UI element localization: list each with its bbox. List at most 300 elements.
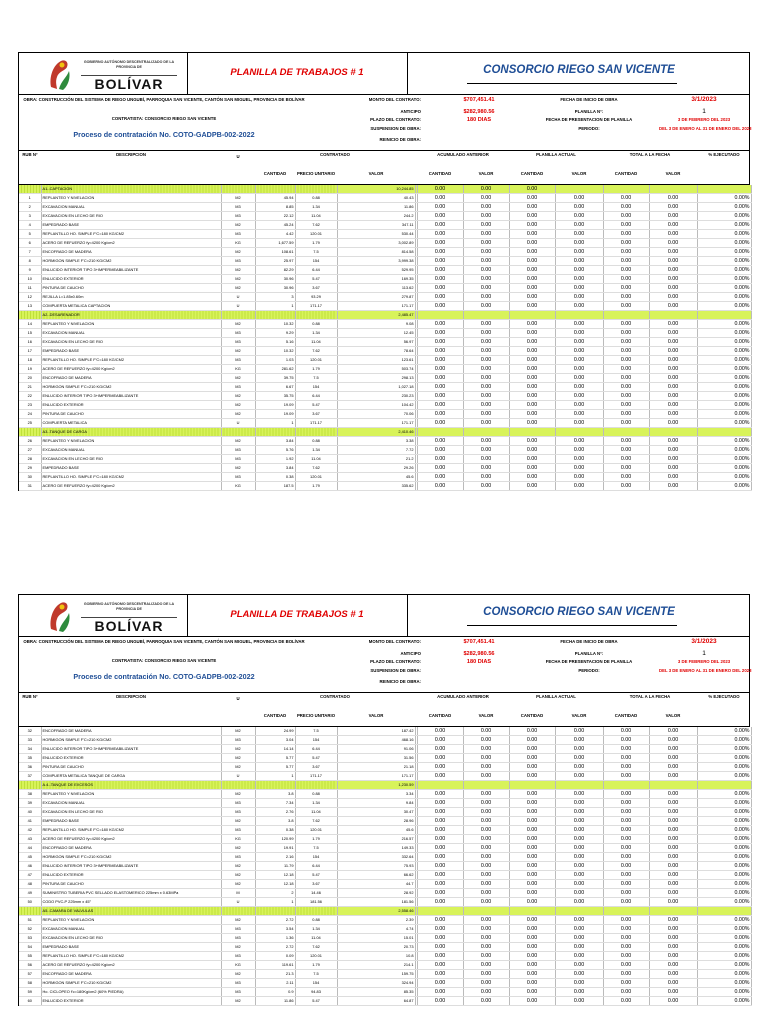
pct-executed: 0.00% <box>697 419 751 428</box>
total-val: 0.00 <box>649 230 697 239</box>
item-unit-price: 7.5 <box>295 844 337 853</box>
actual-val: 0.00 <box>555 347 603 356</box>
item-quantity: 8.85 <box>255 203 295 212</box>
anticipo-label: ANTICIPO <box>400 651 421 656</box>
actual-val: 0.00 <box>555 446 603 455</box>
table-row <box>19 736 751 745</box>
total-val: 0.00 <box>649 455 697 464</box>
rub-number: 23 <box>19 401 41 410</box>
total-qty: 0.00 <box>603 401 649 410</box>
item-description: HORMIGON SIMPLE F'C=210 KG/CM2 <box>41 853 221 862</box>
total-val: 0.00 <box>649 772 697 781</box>
actual-qty: 0.00 <box>509 392 555 401</box>
item-value: 216.57 <box>337 835 415 844</box>
pct-executed: 0.00% <box>697 194 751 203</box>
table-row <box>19 961 751 970</box>
rub-number: 41 <box>19 817 41 826</box>
total-val: 0.00 <box>649 871 697 880</box>
fecha-inicio-label: FECHA DE INICIO DE OBRA <box>560 97 618 102</box>
col-precio: PRECIO UNITARIO <box>296 171 336 176</box>
table-row <box>19 257 751 266</box>
item-quantity: 2.16 <box>255 853 295 862</box>
actual-qty: 0.00 <box>509 185 555 194</box>
item-unit-price: 1.79 <box>295 239 337 248</box>
actual-qty: 0.00 <box>509 889 555 898</box>
total-qty: 0.00 <box>603 356 649 365</box>
acum-qty: 0.00 <box>417 772 463 781</box>
actual-qty: 0.00 <box>509 988 555 997</box>
total-val: 0.00 <box>649 248 697 257</box>
acum-val: 0.00 <box>463 401 509 410</box>
acum-val: 0.00 <box>463 898 509 907</box>
item-unit: M2 <box>221 754 255 763</box>
actual-val: 0.00 <box>555 320 603 329</box>
actual-val: 0.00 <box>555 239 603 248</box>
pct-executed: 0.00% <box>697 943 751 952</box>
item-value: 244.2 <box>337 212 415 221</box>
bolivar-seal-icon <box>47 599 73 633</box>
col-cantidad: CANTIDAD <box>263 171 287 176</box>
acum-val: 0.00 <box>463 464 509 473</box>
item-value: 230.23 <box>337 392 415 401</box>
item-quantity: 2 <box>255 889 295 898</box>
pct-executed: 0.00% <box>697 961 751 970</box>
item-quantity: 19.09 <box>255 401 295 410</box>
total-val: 0.00 <box>649 392 697 401</box>
pct-executed: 0.00% <box>697 473 751 482</box>
item-unit: M2 <box>221 817 255 826</box>
acum-qty: 0.00 <box>417 284 463 293</box>
actual-qty: 0.00 <box>509 401 555 410</box>
actual-val: 0.00 <box>555 943 603 952</box>
reinicio-label: REINICIO DE OBRA: <box>379 679 421 684</box>
price-cell <box>295 907 337 916</box>
pct-executed: 0.00% <box>697 392 751 401</box>
rub-number: 28 <box>19 455 41 464</box>
item-unit-price: 120.01 <box>295 356 337 365</box>
rub-number: 13 <box>19 302 41 311</box>
item-description: COMPUERTA METALICA CAPTACION <box>41 302 221 311</box>
consorcio-name: CONSORCIO RIEGO SAN VICENTE <box>483 64 675 76</box>
item-unit-price: 11.04 <box>295 934 337 943</box>
total-val: 0.00 <box>649 745 697 754</box>
item-description: EMPEDRADO BASE <box>41 943 221 952</box>
item-value: 20.73 <box>337 943 415 952</box>
item-unit: M2 <box>221 970 255 979</box>
item-unit-price: 3.67 <box>295 880 337 889</box>
actual-val: 0.00 <box>555 835 603 844</box>
item-value: 335.62 <box>337 482 415 491</box>
item-value: 279.87 <box>337 293 415 302</box>
fecha-presentacion-label: FECHA DE PRESENTACION DE PLANILLA <box>545 659 633 664</box>
item-quantity: 3.84 <box>255 464 295 473</box>
total-qty: 0.00 <box>603 203 649 212</box>
item-description: ENLUCIDO INTERIOR TIPO 3+IMPERMEABILIZANTE <box>41 862 221 871</box>
item-unit: M2 <box>221 194 255 203</box>
rub-number: 33 <box>19 736 41 745</box>
pct-executed: 0.00% <box>697 871 751 880</box>
pct-executed: 0.00% <box>697 772 751 781</box>
col-cantidad: CANTIDAD <box>263 713 287 718</box>
item-description: ACERO DE REFUERZO fy=4200 Kg/cm2 <box>41 482 221 491</box>
actual-val: 0.00 <box>555 763 603 772</box>
item-value: 468.16 <box>337 736 415 745</box>
item-value: 12.45 <box>337 329 415 338</box>
acum-qty: 0.00 <box>417 997 463 1006</box>
item-unit-price: 120.01 <box>295 826 337 835</box>
section-name: A1.-CAPTACION <box>41 185 221 194</box>
col-u: U <box>236 154 240 159</box>
acum-qty: 0.00 <box>417 745 463 754</box>
acum-val: 0.00 <box>463 808 509 817</box>
acum-qty: 0.00 <box>417 880 463 889</box>
pct-executed: 0.00% <box>697 302 751 311</box>
pct-executed: 0.00% <box>697 257 751 266</box>
item-quantity: 22.12 <box>255 212 295 221</box>
item-unit-price: 1.34 <box>295 799 337 808</box>
rub-number: 30 <box>19 473 41 482</box>
acum-val: 0.00 <box>463 419 509 428</box>
acum-val: 0.00 <box>463 275 509 284</box>
item-value: 85.35 <box>337 988 415 997</box>
col-valor: VALOR <box>368 171 384 176</box>
item-description: PINTURA DE CAUCHO <box>41 410 221 419</box>
pct-executed: 0.00% <box>697 266 751 275</box>
item-unit: M3 <box>221 979 255 988</box>
empty-cell <box>603 428 649 437</box>
total-val: 0.00 <box>649 482 697 491</box>
total-val: 0.00 <box>649 862 697 871</box>
actual-qty: 0.00 <box>509 961 555 970</box>
item-value: 181.56 <box>337 898 415 907</box>
total-val: 0.00 <box>649 988 697 997</box>
item-unit: M2 <box>221 248 255 257</box>
acum-val: 0.00 <box>463 844 509 853</box>
item-quantity: 45.94 <box>255 194 295 203</box>
empty-cell <box>555 311 603 320</box>
item-value: 66.62 <box>337 871 415 880</box>
anticipo-label: ANTICIPO <box>400 109 421 114</box>
acum-val: 0.00 <box>463 383 509 392</box>
empty-cell <box>697 185 751 194</box>
total-val: 0.00 <box>649 212 697 221</box>
actual-qty: 0.00 <box>509 979 555 988</box>
total-qty: 0.00 <box>603 799 649 808</box>
actual-qty: 0.00 <box>509 952 555 961</box>
total-qty: 0.00 <box>603 826 649 835</box>
column-header <box>19 693 750 727</box>
acum-val: 0.00 <box>463 239 509 248</box>
total-val: 0.00 <box>649 383 697 392</box>
total-qty: 0.00 <box>603 221 649 230</box>
item-unit-price: 120.01 <box>295 473 337 482</box>
total-val: 0.00 <box>649 925 697 934</box>
table-row <box>19 230 751 239</box>
acum-qty: 0.00 <box>417 835 463 844</box>
item-description: EMPEDRADO BASE <box>41 817 221 826</box>
actual-qty: 0.00 <box>509 736 555 745</box>
acum-val: 0.00 <box>463 212 509 221</box>
total-val: 0.00 <box>649 437 697 446</box>
actual-qty: 0.00 <box>509 835 555 844</box>
total-val: 0.00 <box>649 365 697 374</box>
item-unit-price: 7.62 <box>295 943 337 952</box>
item-unit: M2 <box>221 880 255 889</box>
col-ant-cantidad: CANTIDAD <box>428 713 452 718</box>
empty-cell <box>603 781 649 790</box>
total-qty: 0.00 <box>603 889 649 898</box>
item-description: ACERO DE REFUERZO fy=4200 Kg/cm2 <box>41 239 221 248</box>
actual-val: 0.00 <box>555 284 603 293</box>
rub-number: 50 <box>19 898 41 907</box>
fecha-presentacion-label: FECHA DE PRESENTACION DE PLANILLA <box>545 117 633 122</box>
pct-executed: 0.00% <box>697 817 751 826</box>
acum-val: 0.00 <box>463 997 509 1006</box>
table-row <box>19 302 751 311</box>
table-row <box>19 320 751 329</box>
total-val: 0.00 <box>649 817 697 826</box>
item-description: EXCAVACION EN LECHO DE RIO <box>41 455 221 464</box>
acum-qty: 0.00 <box>417 970 463 979</box>
pct-executed: 0.00% <box>697 275 751 284</box>
actual-qty: 0.00 <box>509 356 555 365</box>
total-qty: 0.00 <box>603 293 649 302</box>
rub-number: 7 <box>19 248 41 257</box>
table-row <box>19 482 751 491</box>
actual-val: 0.00 <box>555 212 603 221</box>
acum-val: 0.00 <box>463 853 509 862</box>
total-val: 0.00 <box>649 898 697 907</box>
table-row <box>19 446 751 455</box>
item-unit: M2 <box>221 347 255 356</box>
rub-number: 51 <box>19 916 41 925</box>
item-description: EXCAVACION MANUAL <box>41 925 221 934</box>
periodo-value: DEL 3 DE ENERO AL 31 DE ENERO DEL 2023 <box>659 668 752 673</box>
actual-val: 0.00 <box>555 365 603 374</box>
item-unit: M2 <box>221 374 255 383</box>
total-qty: 0.00 <box>603 194 649 203</box>
actual-qty: 0.00 <box>509 997 555 1006</box>
actual-qty: 0.00 <box>509 446 555 455</box>
logo-name: BOLÍVAR <box>81 75 177 92</box>
item-description: EXCAVACION EN LECHO DE RIO <box>41 338 221 347</box>
actual-val: 0.00 <box>555 203 603 212</box>
table-row <box>19 979 751 988</box>
table-row <box>19 871 751 880</box>
actual-qty <box>509 428 555 437</box>
table-row <box>19 844 751 853</box>
actual-val: 0.00 <box>555 230 603 239</box>
plazo-value: 180 DIAS <box>466 117 492 123</box>
item-quantity: 10.32 <box>255 320 295 329</box>
item-unit: U <box>221 898 255 907</box>
acum-qty: 0.00 <box>417 934 463 943</box>
item-value: 149.33 <box>337 844 415 853</box>
item-description: EXCAVACION EN LECHO DE RIO <box>41 934 221 943</box>
actual-val: 0.00 <box>555 862 603 871</box>
acum-qty: 0.00 <box>417 988 463 997</box>
acum-qty: 0.00 <box>417 302 463 311</box>
item-value: 214.1 <box>337 961 415 970</box>
total-qty: 0.00 <box>603 365 649 374</box>
item-unit-price: 1.34 <box>295 446 337 455</box>
rub-number: 18 <box>19 356 41 365</box>
col-pct: % EJECUTADO <box>708 152 740 157</box>
actual-val: 0.00 <box>555 257 603 266</box>
pct-executed: 0.00% <box>697 727 751 736</box>
total-val: 0.00 <box>649 916 697 925</box>
item-unit-price: 11.04 <box>295 455 337 464</box>
monto-label: MONTO DEL CONTRATO: <box>368 97 421 102</box>
acum-qty: 0.00 <box>417 871 463 880</box>
col-rub: RUB N° <box>22 694 38 699</box>
table-row <box>19 293 751 302</box>
unit-cell <box>221 185 255 194</box>
acum-val: 0.00 <box>463 772 509 781</box>
acum-val: 0.00 <box>463 799 509 808</box>
item-quantity: 19.09 <box>255 410 295 419</box>
actual-qty: 0.00 <box>509 808 555 817</box>
item-description: REPLANTEO Y NIVELACION <box>41 437 221 446</box>
acum-qty <box>417 428 463 437</box>
acum-qty: 0.00 <box>417 194 463 203</box>
acum-val: 0.00 <box>463 970 509 979</box>
pct-executed: 0.00% <box>697 365 751 374</box>
item-unit-price: 120.01 <box>295 952 337 961</box>
col-act-valor: VALOR <box>571 171 587 176</box>
acum-val: 0.00 <box>463 455 509 464</box>
total-qty: 0.00 <box>603 817 649 826</box>
item-unit-price: 3.67 <box>295 763 337 772</box>
total-val: 0.00 <box>649 853 697 862</box>
item-value: 45.6 <box>337 473 415 482</box>
acum-val: 0.00 <box>463 862 509 871</box>
rub-number: 6 <box>19 239 41 248</box>
total-val: 0.00 <box>649 934 697 943</box>
actual-qty: 0.00 <box>509 383 555 392</box>
item-description: HORMIGON SIMPLE F'C=210 KG/CM2 <box>41 736 221 745</box>
acum-qty: 0.00 <box>417 754 463 763</box>
acum-qty: 0.00 <box>417 455 463 464</box>
contratista-text: CONTRATISTA: CONSORCIO RIEGO SAN VICENTE <box>111 116 217 121</box>
contract-info <box>19 95 750 151</box>
fecha-presentacion-value: 3 DE FEBRERO DEL 2023 <box>677 117 731 122</box>
total-qty: 0.00 <box>603 383 649 392</box>
actual-qty: 0.00 <box>509 293 555 302</box>
item-quantity: 14.14 <box>255 745 295 754</box>
acum-val: 0.00 <box>463 961 509 970</box>
item-unit-price: 1.79 <box>295 835 337 844</box>
total-qty: 0.00 <box>603 329 649 338</box>
actual-val: 0.00 <box>555 754 603 763</box>
pct-executed: 0.00% <box>697 455 751 464</box>
total-qty: 0.00 <box>603 997 649 1006</box>
item-unit: M2 <box>221 392 255 401</box>
item-unit-price: 11.04 <box>295 808 337 817</box>
item-unit: U <box>221 772 255 781</box>
acum-val: 0.00 <box>463 302 509 311</box>
suspension-label: SUSPENSION DE OBRA: <box>370 126 421 131</box>
actual-val: 0.00 <box>555 473 603 482</box>
item-description: ACERO DE REFUERZO fy=4200 Kg/cm2 <box>41 961 221 970</box>
item-description: ENLUCIDO EXTERIOR <box>41 997 221 1006</box>
actual-qty: 0.00 <box>509 844 555 853</box>
table-row <box>19 916 751 925</box>
total-qty: 0.00 <box>603 835 649 844</box>
gov-text: GOBIERNO AUTÓNOMO DESCENTRALIZADO DE LA PROVINCIA DE <box>83 602 175 611</box>
pct-executed: 0.00% <box>697 808 751 817</box>
table-row <box>19 239 751 248</box>
item-unit: U <box>221 419 255 428</box>
table-row <box>19 727 751 736</box>
item-unit: M3 <box>221 799 255 808</box>
table-row <box>19 745 751 754</box>
acum-qty: 0.00 <box>417 482 463 491</box>
acum-val: 0.00 <box>463 365 509 374</box>
fecha-inicio-label: FECHA DE INICIO DE OBRA <box>560 639 618 644</box>
acum-qty: 0.00 <box>417 338 463 347</box>
item-unit-price: 120.01 <box>295 230 337 239</box>
total-val: 0.00 <box>649 302 697 311</box>
pct-executed: 0.00% <box>697 320 751 329</box>
item-unit: M2 <box>221 275 255 284</box>
table-row <box>19 248 751 257</box>
item-description: EXCAVACION MANUAL <box>41 446 221 455</box>
total-qty: 0.00 <box>603 374 649 383</box>
item-value: 9.08 <box>337 320 415 329</box>
empty-cell <box>649 781 697 790</box>
anticipo-value: $282,980.56 <box>463 109 495 115</box>
pct-executed: 0.00% <box>697 745 751 754</box>
total-val: 0.00 <box>649 844 697 853</box>
total-val: 0.00 <box>649 979 697 988</box>
acum-qty: 0.00 <box>417 437 463 446</box>
table-row <box>19 799 751 808</box>
total-val: 0.00 <box>649 347 697 356</box>
proceso-text: Proceso de contratación No. COTO-GADPB-002-2022 <box>73 130 255 139</box>
item-unit-price: 1.79 <box>295 961 337 970</box>
actual-val: 0.00 <box>555 194 603 203</box>
acum-val: 0.00 <box>463 284 509 293</box>
item-value: 324.94 <box>337 979 415 988</box>
contract-info <box>19 637 750 693</box>
item-quantity: 2.72 <box>255 943 295 952</box>
acum-val: 0.00 <box>463 446 509 455</box>
item-unit-price: 1.34 <box>295 329 337 338</box>
acum-qty: 0.00 <box>417 446 463 455</box>
item-quantity: 12.18 <box>255 880 295 889</box>
rub-number: 43 <box>19 835 41 844</box>
item-unit-price: 181.56 <box>295 898 337 907</box>
pct-executed: 0.00% <box>697 763 751 772</box>
empty-cell <box>697 311 751 320</box>
acum-qty: 0.00 <box>417 293 463 302</box>
table-row <box>19 410 751 419</box>
table-row <box>19 455 751 464</box>
actual-qty: 0.00 <box>509 790 555 799</box>
table-row <box>19 212 751 221</box>
rub-number: 27 <box>19 446 41 455</box>
col-act-cantidad: CANTIDAD <box>520 171 544 176</box>
table-row <box>19 275 751 284</box>
acum-val: 0.00 <box>463 889 509 898</box>
actual-val: 0.00 <box>555 482 603 491</box>
acum-qty: 0.00 <box>417 410 463 419</box>
table-row <box>19 862 751 871</box>
item-value: 2.39 <box>337 916 415 925</box>
acum-val: 0.00 <box>463 392 509 401</box>
total-val: 0.00 <box>649 961 697 970</box>
